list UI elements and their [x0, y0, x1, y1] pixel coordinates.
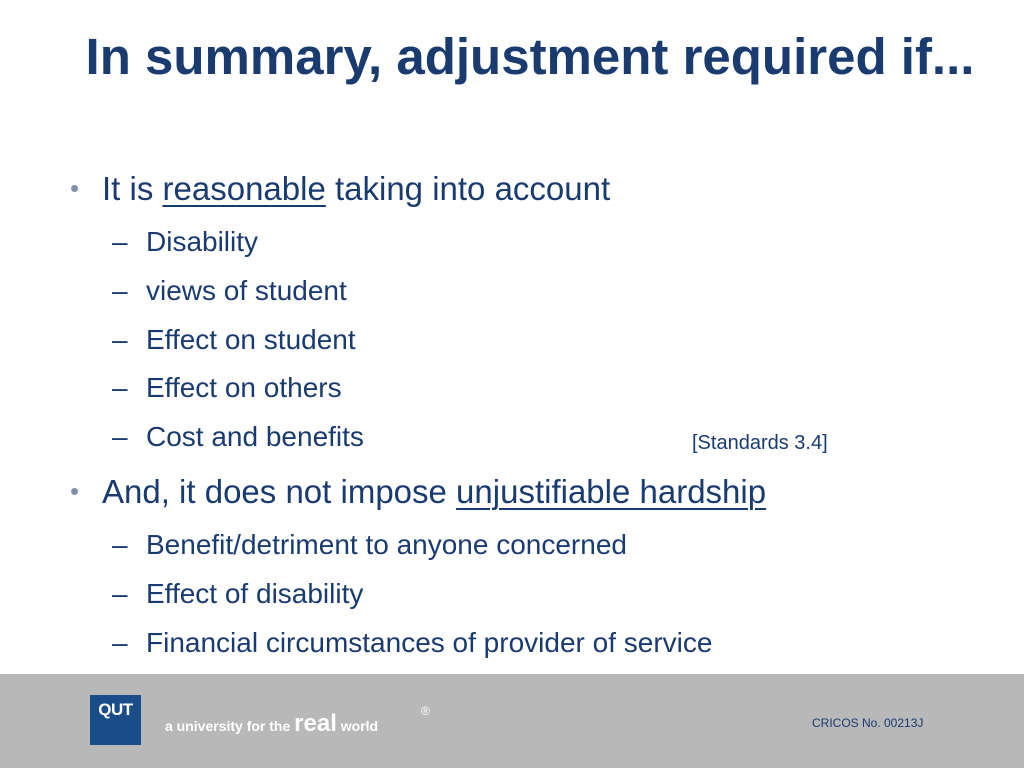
- dash-icon: –: [112, 275, 128, 306]
- slide-footer: [0, 674, 1024, 768]
- sub-item: [112, 627, 712, 659]
- sub-item: [112, 421, 364, 453]
- qut-logo: [90, 695, 141, 745]
- tagline-world: world: [336, 718, 379, 734]
- logo-text: QUT: [98, 700, 133, 719]
- tagline-prefix: a university for the: [165, 718, 295, 734]
- sub-item-label: views of student: [146, 275, 347, 306]
- cricos-number: CRICOS No. 00213J: [812, 716, 924, 730]
- bullet-item-reasonable: [70, 170, 610, 208]
- dash-icon: –: [112, 529, 128, 560]
- dash-icon: –: [112, 578, 128, 609]
- sub-item: [112, 529, 627, 561]
- bullet-underlined-term: reasonable: [162, 170, 326, 207]
- dash-icon: –: [112, 627, 128, 658]
- tagline: [165, 710, 378, 738]
- bullet-icon: •: [70, 173, 80, 203]
- bullet-prefix: And, it does not impose: [102, 473, 457, 510]
- slide-title: In summary, adjustment required if...: [85, 28, 975, 85]
- sub-item: [112, 372, 342, 404]
- sub-item-label: Disability: [146, 226, 259, 257]
- sub-item: [112, 275, 347, 307]
- bullet-item-hardship: [70, 473, 766, 511]
- dash-icon: –: [112, 372, 128, 403]
- sub-item-label: Benefit/detriment to anyone concerned: [146, 529, 627, 560]
- dash-icon: –: [112, 324, 128, 355]
- sub-item-label: Effect on others: [146, 372, 342, 403]
- sub-item-label: Financial circumstances of provider of service: [146, 627, 713, 658]
- sub-item: [112, 324, 356, 356]
- bullet-prefix: It is: [102, 170, 163, 207]
- standards-reference: [Standards 3.4]: [692, 432, 828, 454]
- tagline-real: real: [294, 710, 337, 737]
- sub-item: [112, 578, 363, 610]
- sub-item: [112, 226, 258, 258]
- dash-icon: –: [112, 226, 128, 257]
- sub-item-label: Effect on student: [146, 324, 356, 355]
- registered-mark: ®: [421, 704, 430, 718]
- dash-icon: –: [112, 421, 128, 452]
- sub-item-label: Cost and benefits: [146, 421, 364, 452]
- sub-item-label: Effect of disability: [146, 578, 364, 609]
- bullet-icon: •: [70, 476, 80, 506]
- bullet-suffix: taking into account: [325, 170, 611, 207]
- bullet-underlined-term: unjustifiable hardship: [456, 473, 767, 510]
